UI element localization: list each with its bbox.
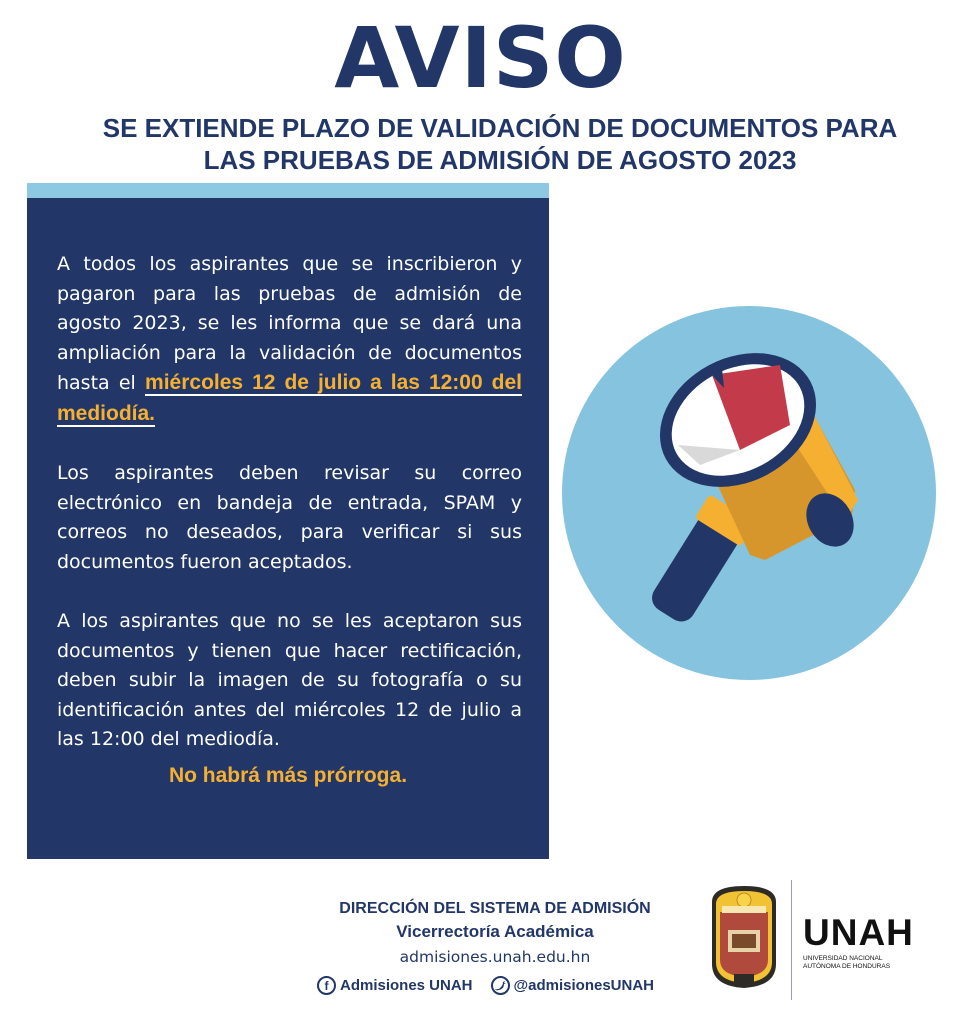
page-title: AVISO [334, 9, 627, 107]
logo-divider [791, 880, 792, 1000]
facebook-icon: f [317, 976, 336, 995]
megaphone-icon [600, 330, 900, 650]
unah-sub-line-1: UNIVERSIDAD NACIONAL [803, 955, 883, 962]
footer-direction: DIRECCIÓN DEL SISTEMA DE ADMISIÓN [339, 900, 651, 917]
twitter-icon [491, 976, 510, 995]
paragraph-3: A los aspirantes que no se les aceptaron sus documentos y tienen que hacer rectificación, deben subir la imagen de su fotografía o su identificación antes del miércoles 12 de julio a las 12:00 del mediodía. [57, 610, 522, 750]
social-links [317, 976, 667, 995]
unah-seal-logo [708, 882, 780, 990]
facebook-label: Admisiones UNAH [340, 977, 473, 994]
paragraph-1-text: A todos los aspirantes que se inscribieron y pagaron para las pruebas de admisión de agosto 2023, se les informa que se dará una ampliación para la validación de documentos hasta el [57, 253, 522, 394]
unah-sub-line-2: AUTÓNOMA DE HONDURAS [803, 963, 891, 970]
unah-wordmark-subtitle [803, 955, 890, 971]
subtitle-line-2: LAS PRUEBAS DE ADMISIÓN DE AGOSTO 2023 [203, 145, 797, 175]
panel-top-strip [27, 183, 549, 198]
closing-notice: No habrá más prórroga. [168, 764, 408, 787]
notice-body [57, 250, 522, 785]
paragraph-1 [57, 250, 522, 429]
twitter-label: @admisionesUNAH [513, 977, 655, 994]
paragraph-2: Los aspirantes deben revisar su correo electrónico en bandeja de entrada, SPAM y correos no deseados, para verificar si sus documentos fueron aceptados. [57, 462, 522, 573]
twitter-link[interactable] [491, 976, 655, 995]
deadline-highlight: miércoles 12 de julio a las 12:00 del mediodía. [57, 371, 522, 425]
footer-website[interactable]: admisiones.unah.edu.hn [399, 948, 591, 966]
unah-wordmark: UNAH [803, 912, 914, 953]
footer-vicerrectoria: Vicerrectoría Académica [396, 922, 594, 941]
page-subtitle [40, 112, 960, 176]
facebook-link[interactable] [317, 976, 473, 995]
subtitle-line-1: SE EXTIENDE PLAZO DE VALIDACIÓN DE DOCUMENTOS PARA [102, 113, 898, 143]
